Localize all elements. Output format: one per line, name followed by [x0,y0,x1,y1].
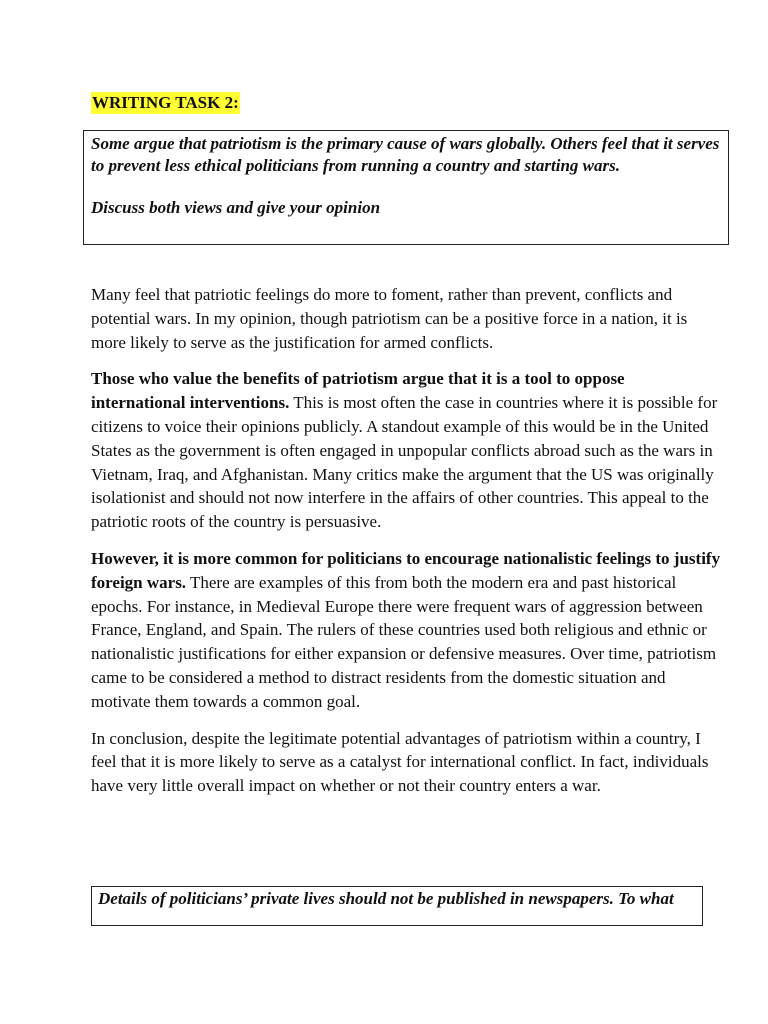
essay-body-paragraph-1 [91,367,723,534]
body1-topic-sentence: Those who value the benefits of patriotism argue that it is a tool to oppose international interventions. [91,369,625,413]
essay-conclusion: In conclusion, despite the legitimate potential advantages of patriotism within a country, I feel that it is more likely to serve as a catalyst for international conflict. In fact, individuals have very little overall impact on whether or not their country enters a war. [91,728,709,796]
essay-intro: Many feel that patriotic feelings do more to foment, rather than prevent, conflicts and potential wars. In my opinion, though patriotism can be a positive force in a nation, it is more likely to serve as the justification for armed conflicts. [91,285,688,352]
body2-topic-sentence: However, it is more common for politicians to encourage nationalistic feelings to justify foreign wars. [91,548,721,592]
next-task-prompt-box [91,886,703,926]
essay-body-paragraph-2 [91,547,723,714]
body1-text: This is most often the case in countries where it is possible for citizens to voice their opinions publicly. A standout example of this would be in the United States as the government is often engaged in unpopular conflicts abroad such as the wars in Vietnam, Iraq, and Afghanistan. Many critics make the argument that the US was originally isolationist and should not now interfere in the affairs of other countries. This appeal to the patriotic roots of the country is persuasive. [91,393,718,532]
prompt-instruction: Discuss both views and give your opinion [91,198,381,217]
essay-body [91,283,723,811]
next-prompt-text: Details of politicians’ private lives should not be published in newspapers. To what [98,889,674,908]
body2-text: There are examples of this from both the modern era and past historical epochs. For instance, in Medieval Europe there were frequent wars of aggression between France, England, and Spain. The rulers of these countries used both religious and ethnic or nationalistic justifications for either expansion or defensive measures. Over time, patriotism came to be considered a method to distract residents from the domestic situation and motivate them towards a common goal. [91,572,717,711]
task-heading: WRITING TASK 2: [92,93,239,112]
prompt-question: Some argue that patriotism is the primary cause of wars globally. Others feel that it serves to prevent less ethical politicians from running a country and starting wars. [91,134,720,175]
task-prompt-box [83,130,729,245]
